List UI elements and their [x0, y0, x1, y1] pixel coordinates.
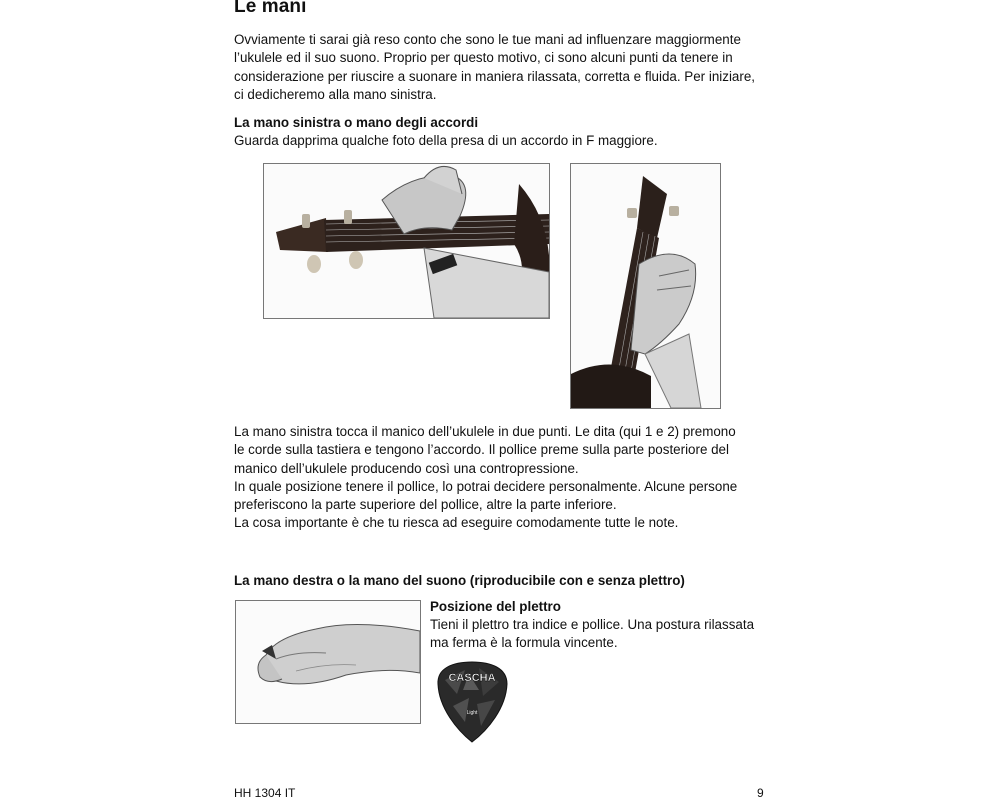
pick-brand-text: CASCHA [448, 672, 496, 684]
pick-description [430, 616, 770, 653]
body-line: preferiscono la parte superiore del pollice, altre la parte inferiore. [234, 497, 617, 513]
page-number: 9 [757, 786, 764, 800]
pick-gauge-text: Light [466, 710, 478, 716]
ukulele-neck-vertical-illustration [571, 164, 720, 408]
photo-f-major-chord-side [263, 163, 550, 319]
intro-line: considerazione per riuscire a suonare in maniera rilassata, corretta e fluida. Per iniziare, [234, 68, 755, 84]
photo-pick-grip [235, 600, 421, 724]
intro-paragraph [234, 31, 774, 104]
guitar-pick-icon [435, 660, 510, 744]
hand-holding-pick-illustration [236, 601, 420, 723]
left-hand-explanation [234, 423, 774, 533]
left-hand-heading: La mano sinistra o mano degli accordi [234, 115, 479, 130]
ukulele-neck-horizontal-illustration [264, 164, 549, 318]
left-hand-subline: Guarda dapprima qualche foto della presa di un accordo in F maggiore. [234, 133, 658, 148]
body-line: manico dell’ukulele producendo così una contropressione. [234, 460, 579, 476]
intro-line: l’ukulele ed il suo suono. Proprio per questo motivo, ci sono alcuni punti da tenere in [234, 50, 733, 66]
body-line: La mano sinistra tocca il manico dell’ukulele in due punti. Le dita (qui 1 e 2) premono [234, 424, 736, 439]
right-hand-heading: La mano destra o la mano del suono (riproducibile con e senza plettro) [234, 573, 685, 588]
intro-line: ci dedicheremo alla mano sinistra. [234, 86, 437, 102]
intro-line: Ovviamente ti sarai già reso conto che sono le tue mani ad influenzare maggiormente [234, 32, 741, 47]
footer-code: HH 1304 IT [234, 786, 296, 800]
photo-f-major-chord-front [570, 163, 721, 409]
body-line: le corde sulla tastiera e tengono l’accordo. Il pollice preme sulla parte posteriore del [234, 442, 729, 458]
body-line: In quale posizione tenere il pollice, lo potrai decidere personalmente. Alcune persone [234, 478, 738, 494]
page-title: Le mani [234, 0, 307, 17]
pick-line: ma ferma è la formula vincente. [430, 635, 618, 651]
guitar-pick [435, 660, 510, 744]
pick-line: Tieni il plettro tra indice e pollice. Una postura rilassata [430, 617, 755, 632]
pick-heading: Posizione del plettro [430, 599, 561, 614]
body-line: La cosa importante è che tu riesca ad eseguire comodamente tutte le note. [234, 515, 679, 531]
